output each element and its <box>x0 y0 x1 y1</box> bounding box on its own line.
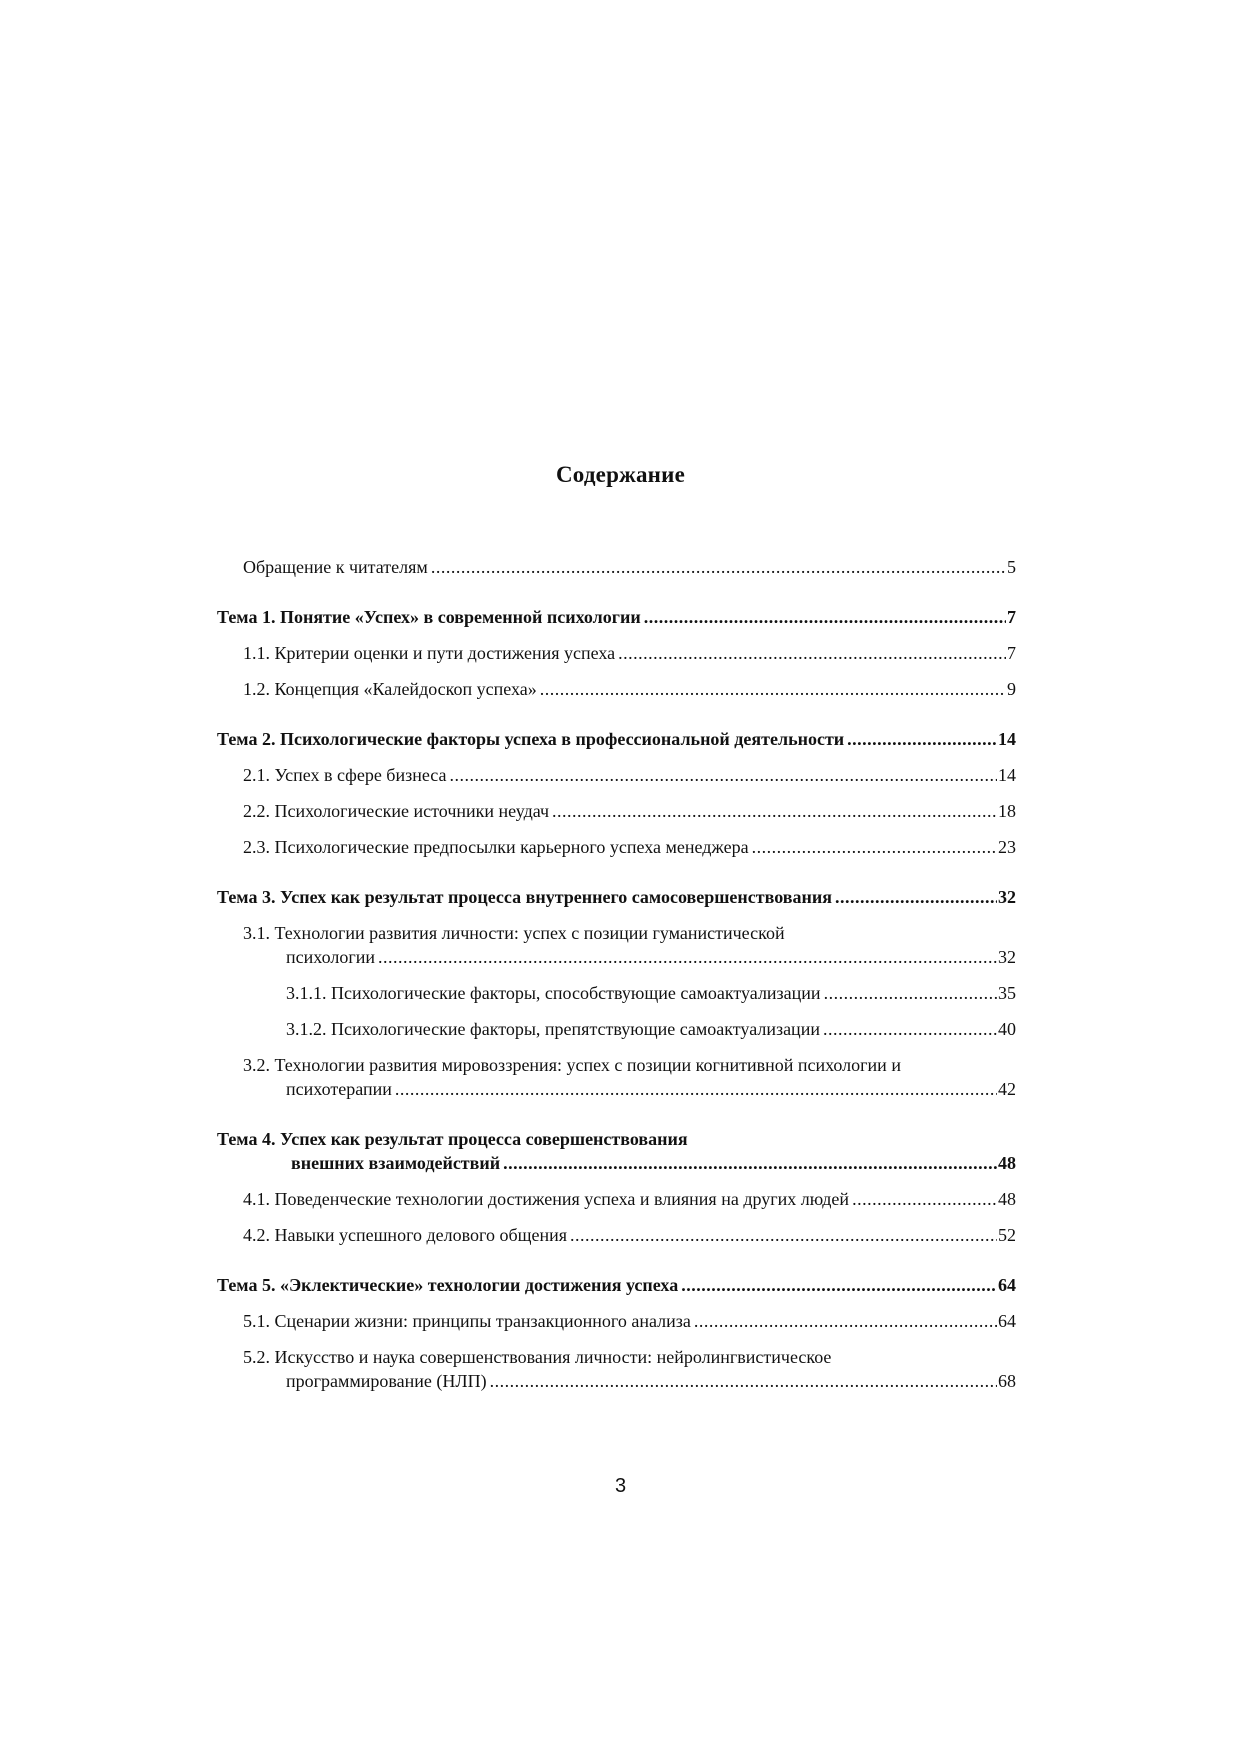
toc-entry-2-1[interactable] <box>243 764 1016 786</box>
toc-page-number: 7 <box>1007 607 1016 627</box>
toc-entry-text: Тема 3. Успех как результат процесса внутреннего самосовершенствования <box>217 887 832 907</box>
toc-page-number: 48 <box>998 1153 1016 1173</box>
toc-entry-3-1-1[interactable] <box>286 982 1016 1004</box>
toc-page-number: 23 <box>998 837 1016 857</box>
toc-page-number: 40 <box>998 1019 1016 1039</box>
toc-page-number: 68 <box>998 1371 1016 1391</box>
dot-leader <box>378 946 997 968</box>
toc-entry-1-1[interactable] <box>243 642 1016 664</box>
toc-page-number: 14 <box>998 729 1016 749</box>
toc-entry-text: 4.2. Навыки успешного делового общения <box>243 1225 567 1245</box>
toc-entry-topic-2[interactable] <box>217 728 1016 750</box>
toc-entry-text: психотерапии <box>286 1079 392 1099</box>
toc-entry-intro[interactable] <box>243 556 1016 578</box>
toc-entry-text: 4.1. Поведенческие технологии достижения успеха и влияния на других людей <box>243 1189 850 1209</box>
toc-page-number: 32 <box>998 887 1016 907</box>
toc-entry-1-2[interactable] <box>243 678 1016 700</box>
toc-page-number: 64 <box>998 1311 1016 1331</box>
toc-page-number: 64 <box>998 1275 1016 1295</box>
toc-entry-5-1[interactable] <box>243 1310 1016 1332</box>
dot-leader <box>431 556 1006 578</box>
dot-leader <box>835 886 997 908</box>
dot-leader <box>490 1370 997 1392</box>
toc-page-number: 18 <box>998 801 1016 821</box>
toc-entry-text: 2.2. Психологические источники неудач <box>243 801 550 821</box>
toc-entry-text: Тема 1. Понятие «Успех» в современной психологии <box>217 607 641 627</box>
dot-leader <box>752 836 997 858</box>
toc-entry-3-2-first-line: 3.2. Технологии развития мировоззрения: успех с позиции когнитивной психологии и <box>243 1055 901 1075</box>
toc-page-number: 48 <box>998 1189 1016 1209</box>
toc-entry-text: Обращение к читателям <box>243 557 428 577</box>
dot-leader <box>540 678 1006 700</box>
toc-entry-text: психологии <box>286 947 375 967</box>
toc-entry-3-1-2[interactable] <box>286 1018 1016 1040</box>
toc-entry-4-2[interactable] <box>243 1224 1016 1246</box>
toc-entry-3-1-first-line: 3.1. Технологии развития личности: успех с позиции гуманистической <box>243 923 785 943</box>
dot-leader <box>823 1018 997 1040</box>
toc-entry-2-2[interactable] <box>243 800 1016 822</box>
toc-entry-5-2[interactable] <box>286 1370 1016 1392</box>
dot-leader <box>552 800 997 822</box>
toc-entry-4-1[interactable] <box>243 1188 1016 1210</box>
toc-page-number: 14 <box>998 765 1016 785</box>
dot-leader <box>395 1078 997 1100</box>
toc-entry-text: 3.1.1. Психологические факторы, способствующие самоактуализации <box>286 983 821 1003</box>
page-number: 3 <box>614 1475 627 1497</box>
toc-entry-text: 3.1.2. Психологические факторы, препятствующие самоактуализации <box>286 1019 820 1039</box>
toc-entry-text: 5.1. Сценарии жизни: принципы транзакционного анализа <box>243 1311 691 1331</box>
toc-page-number: 5 <box>1007 557 1016 577</box>
toc-entry-5-2-first-line: 5.2. Искусство и наука совершенствования личности: нейролингвистическое <box>243 1347 832 1367</box>
toc-entry-text: 2.3. Психологические предпосылки карьерного успеха менеджера <box>243 837 749 857</box>
toc-entry-text: 1.2. Концепция «Калейдоскоп успеха» <box>243 679 537 699</box>
toc-entry-text: Тема 5. «Эклектические» технологии достижения успеха <box>217 1275 679 1295</box>
toc-entry-topic-5[interactable] <box>217 1274 1016 1296</box>
toc-page-number: 7 <box>1007 643 1016 663</box>
toc-page-number: 52 <box>998 1225 1016 1245</box>
dot-leader <box>644 606 1006 628</box>
toc-entry-text: программирование (НЛП) <box>286 1371 487 1391</box>
dot-leader <box>449 764 997 786</box>
toc-entry-3-1[interactable] <box>286 946 1016 968</box>
toc-entry-topic-4-first-line: Тема 4. Успех как результат процесса совершенствования <box>217 1129 688 1149</box>
toc-entry-text: Тема 2. Психологические факторы успеха в профессиональной деятельности <box>217 729 845 749</box>
toc-page-number: 35 <box>998 983 1016 1003</box>
page-title: Содержание <box>556 462 685 487</box>
toc-page-number: 42 <box>998 1079 1016 1099</box>
dot-leader <box>570 1224 997 1246</box>
toc-entry-2-3[interactable] <box>243 836 1016 858</box>
dot-leader <box>681 1274 997 1296</box>
toc-entry-3-2[interactable] <box>286 1078 1016 1100</box>
toc-page-number: 32 <box>998 947 1016 967</box>
toc-entry-topic-4[interactable] <box>291 1152 1016 1174</box>
dot-leader <box>503 1152 997 1174</box>
dot-leader <box>694 1310 997 1332</box>
toc-entry-text: 2.1. Успех в сфере бизнеса <box>243 765 447 785</box>
toc-page-number: 9 <box>1007 679 1016 699</box>
toc-entry-text: 1.1. Критерии оценки и пути достижения успеха <box>243 643 616 663</box>
dot-leader <box>852 1188 997 1210</box>
dot-leader <box>824 982 997 1004</box>
dot-leader <box>618 642 1006 664</box>
dot-leader <box>847 728 997 750</box>
toc-entry-topic-1[interactable] <box>217 606 1016 628</box>
toc-entry-text: внешних взаимодействий <box>291 1153 501 1173</box>
toc-entry-topic-3[interactable] <box>217 886 1016 908</box>
